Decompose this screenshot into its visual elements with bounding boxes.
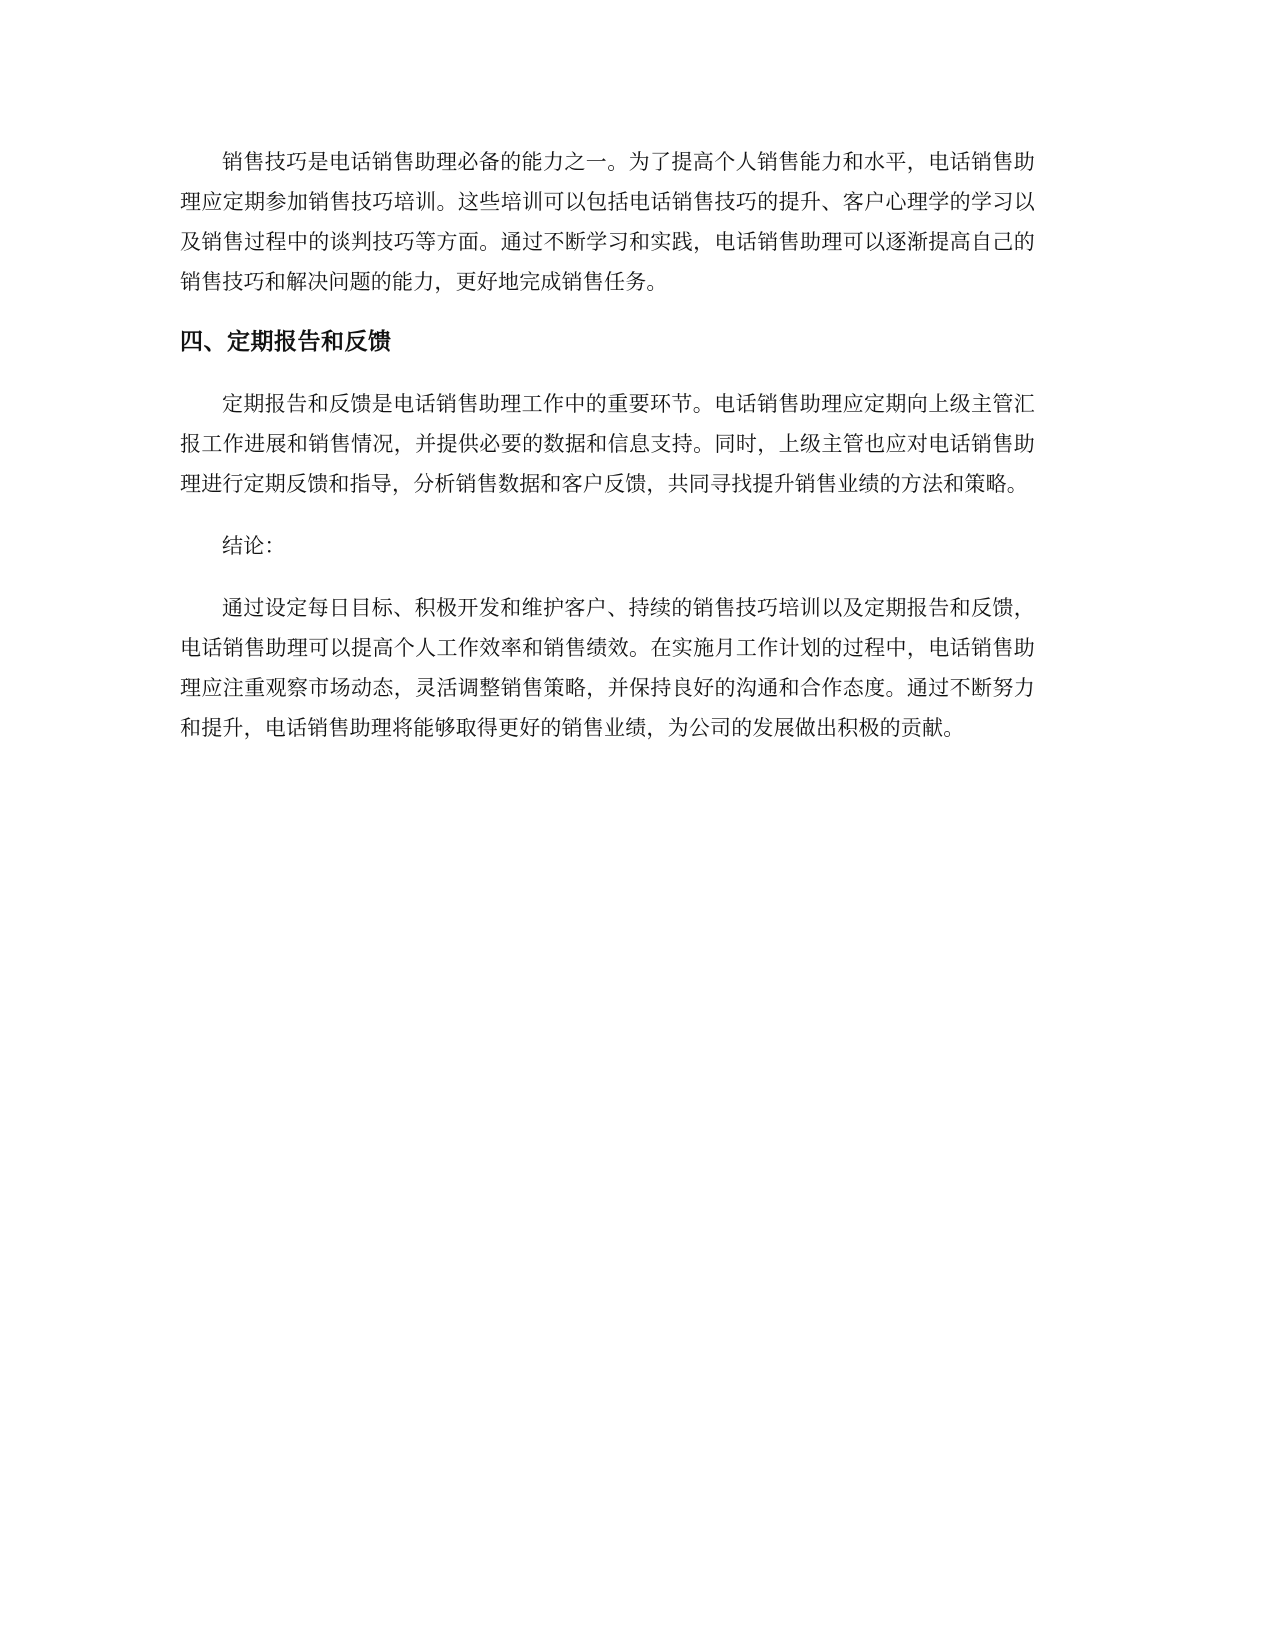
paragraph-sales-skills: 销售技巧是电话销售助理必备的能力之一。为了提高个人销售能力和水平，电话销售助理应定期参加销售技巧培训。这些培训可以包括电话销售技巧的提升、客户心理学的学习以及销售过程中的谈判技巧等方面。通过不断学习和实践，电话销售助理可以逐渐提高自己的销售技巧和解决问题的能力，更好地完成销售任务。 — [180, 150, 1035, 294]
paragraph-reporting-feedback: 定期报告和反馈是电话销售助理工作中的重要环节。电话销售助理应定期向上级主管汇报工作进展和销售情况，并提供必要的数据和信息支持。同时，上级主管也应对电话销售助理进行定期反馈和指导，分析销售数据和客户反馈，共同寻找提升销售业绩的方法和策略。 — [180, 392, 1035, 496]
section-heading-regular-reports: 四、定期报告和反馈 — [180, 329, 392, 355]
document-body — [180, 142, 1035, 748]
paragraph-conclusion: 通过设定每日目标、积极开发和维护客户、持续的销售技巧培训以及定期报告和反馈，电话销售助理可以提高个人工作效率和销售绩效。在实施月工作计划的过程中，电话销售助理应注重观察市场动态，灵活调整销售策略，并保持良好的沟通和合作态度。通过不断努力和提升，电话销售助理将能够取得更好的销售业绩，为公司的发展做出积极的贡献。 — [180, 596, 1035, 740]
conclusion-label: 结论： — [222, 534, 286, 558]
